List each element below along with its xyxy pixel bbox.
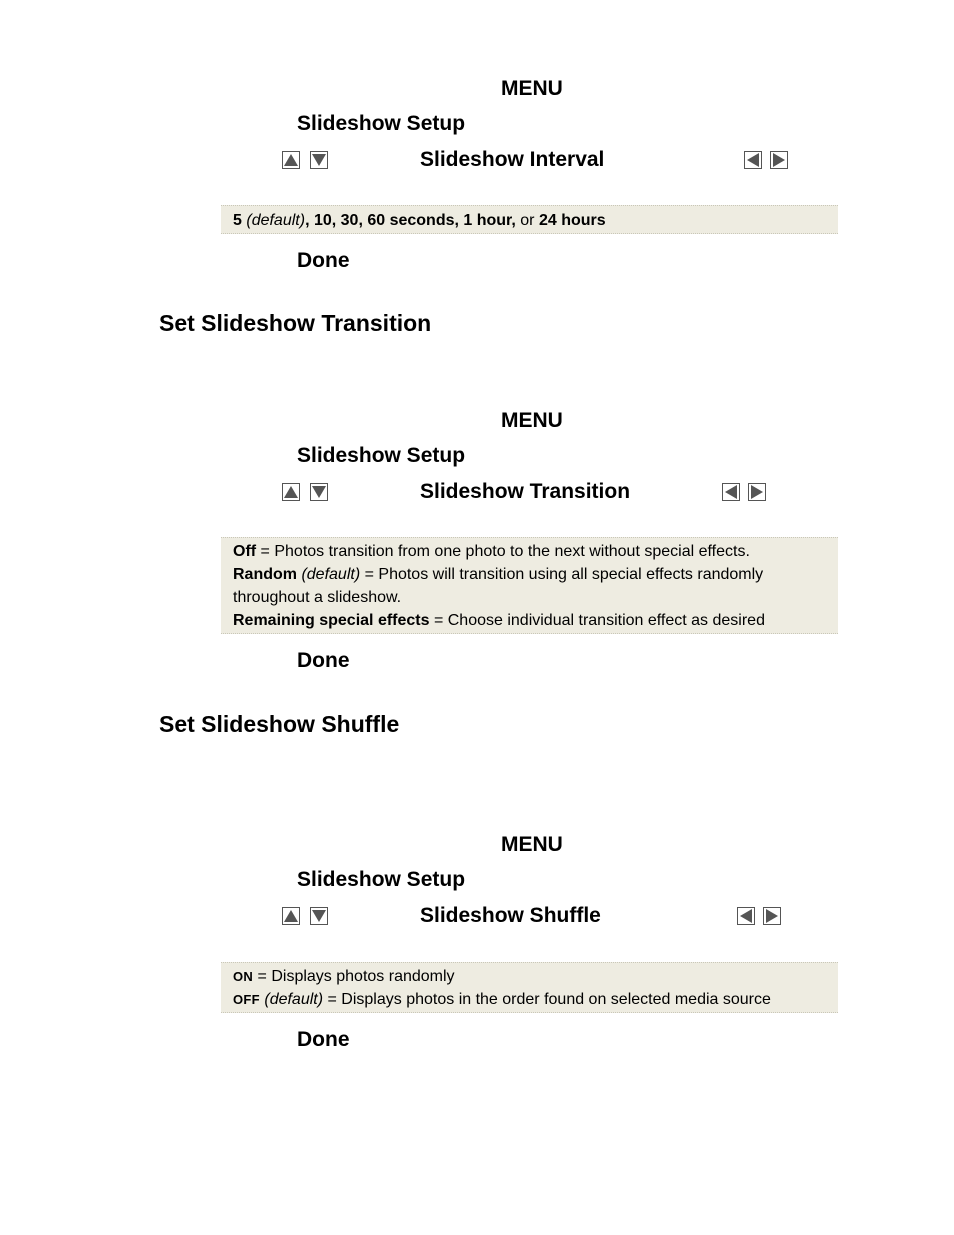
random-description-cont: throughout a slideshow. — [233, 589, 402, 606]
down-arrow-icon — [310, 907, 328, 925]
up-arrow-icon — [282, 483, 300, 501]
up-arrow-icon — [282, 907, 300, 925]
interval-value-24h: 24 hours — [538, 212, 606, 229]
down-arrow-icon — [310, 483, 328, 501]
off-description: = Photos transition from one photo to the next without special effects. — [256, 543, 750, 560]
right-arrow-icon — [763, 907, 781, 925]
slideshow-setup-label-3: Slideshow Setup — [297, 868, 466, 891]
up-arrow-icon — [282, 151, 300, 169]
slideshow-interval-item: Slideshow Interval — [420, 148, 605, 171]
off-description: = Displays photos in the order found on selected media source — [323, 991, 771, 1008]
off-term: OFF — [233, 992, 260, 1007]
interval-values-list: , 10, 30, 60 seconds, 1 hour, — [305, 212, 516, 229]
transition-options-box — [221, 537, 838, 634]
default-tag: (default) — [264, 991, 324, 1008]
left-arrow-icon — [722, 483, 740, 501]
interval-options-box — [221, 205, 838, 234]
slideshow-shuffle-item: Slideshow Shuffle — [420, 904, 601, 927]
remaining-effects-description: = Choose individual transition effect as desired — [429, 612, 765, 629]
done-label-3: Done — [297, 1028, 350, 1051]
right-arrow-icon — [770, 151, 788, 169]
section-heading-transition: Set Slideshow Transition — [159, 310, 432, 336]
menu-label-3: MENU — [501, 833, 563, 856]
on-term: ON — [233, 969, 254, 984]
left-arrow-icon — [737, 907, 755, 925]
on-description: = Displays photos randomly — [253, 968, 455, 985]
default-tag: (default) — [301, 566, 361, 583]
or-text: or — [520, 212, 535, 229]
default-tag: (default) — [246, 212, 306, 229]
down-arrow-icon — [310, 151, 328, 169]
right-arrow-icon — [748, 483, 766, 501]
slideshow-setup-label-2: Slideshow Setup — [297, 444, 466, 467]
remaining-effects-term: Remaining special effects — [233, 612, 430, 629]
random-description: = Photos will transition using all special effects randomly — [360, 566, 764, 583]
slideshow-setup-label-1: Slideshow Setup — [297, 112, 466, 135]
interval-value-5: 5 — [233, 212, 242, 229]
menu-label-1: MENU — [501, 77, 563, 100]
off-term: Off — [233, 543, 257, 560]
section-heading-shuffle: Set Slideshow Shuffle — [159, 711, 400, 737]
done-label-2: Done — [297, 649, 350, 672]
menu-label-2: MENU — [501, 409, 563, 432]
shuffle-options-box — [221, 962, 838, 1013]
slideshow-transition-item: Slideshow Transition — [420, 480, 631, 503]
done-label-1: Done — [297, 249, 350, 272]
random-term: Random — [233, 566, 297, 583]
left-arrow-icon — [744, 151, 762, 169]
